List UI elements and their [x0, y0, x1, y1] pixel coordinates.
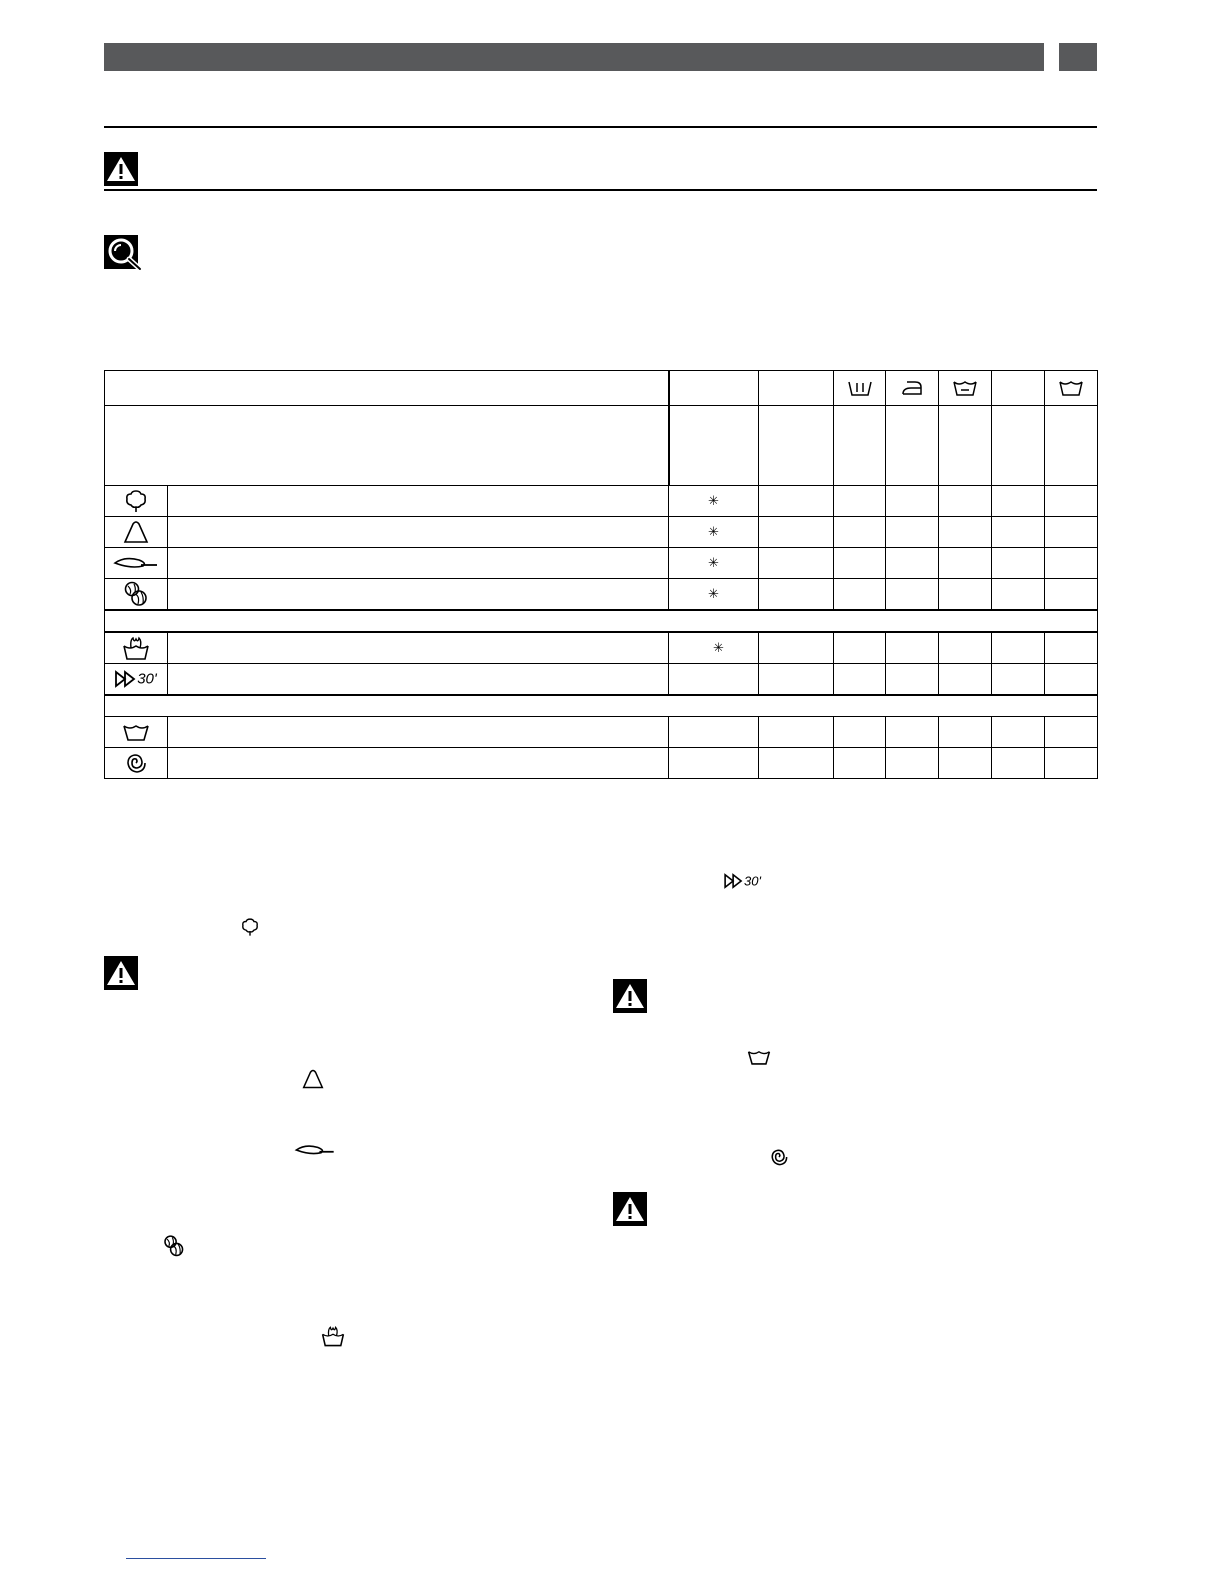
row-star: ✳ [669, 579, 759, 611]
synthetics-icon [122, 519, 150, 545]
warning-icon [613, 979, 647, 1013]
row-star: ✳ [669, 517, 759, 548]
row-icon-cell [105, 486, 168, 517]
stain-tub-icon [952, 379, 978, 397]
row-icon-cell [105, 664, 168, 696]
table-spacer-row [105, 610, 1098, 632]
quick30-inline-label: 30' [744, 873, 761, 889]
warning-icon [104, 956, 138, 990]
header2-cell [886, 406, 939, 486]
header-cell-easy-iron [886, 371, 939, 406]
warning-icon [613, 1192, 647, 1226]
header2-cell-program [105, 406, 669, 486]
page-number-tab [1059, 43, 1097, 71]
wool-icon [122, 580, 150, 608]
row-label [168, 517, 669, 548]
rinse-tub-icon [1058, 379, 1084, 397]
spin-inline-icon [768, 1146, 790, 1168]
row-icon-cell [105, 548, 168, 579]
rinse-icon [121, 722, 151, 742]
table-spacer-row [105, 695, 1098, 717]
row-icon-cell [105, 517, 168, 548]
delicates-icon [113, 554, 159, 572]
header-cell-prewash [834, 371, 886, 406]
header-cell-b [759, 371, 834, 406]
quick30-icon [115, 670, 137, 688]
wool-inline-icon [162, 1234, 186, 1258]
synthetics-inline-icon [301, 1068, 325, 1090]
cotton-icon [122, 488, 150, 514]
row-star: ✳ [669, 548, 759, 579]
row-star [669, 664, 759, 696]
handwash-inline-icon [320, 1324, 346, 1348]
header2-cell [939, 406, 992, 486]
rinse-inline-icon [746, 1048, 772, 1066]
table-row [105, 717, 1098, 748]
header2-cell [1045, 406, 1098, 486]
quick30-inline-icon [724, 873, 744, 889]
row-star [669, 748, 759, 779]
section-rule-top [104, 126, 1097, 128]
table-row [105, 664, 1098, 696]
row-icon-cell [105, 632, 168, 664]
easy-iron-icon [899, 379, 925, 397]
delicates-inline-icon [294, 1142, 336, 1158]
quick30-inline [724, 872, 761, 890]
header2-cell [759, 406, 834, 486]
row-label [168, 579, 669, 611]
header-cell-program [105, 371, 669, 406]
table-row [105, 748, 1098, 779]
row-label [168, 748, 669, 779]
table-row [105, 632, 1098, 664]
header2-cell [669, 406, 759, 486]
header-bar [104, 43, 1044, 71]
header-cell-c [992, 371, 1045, 406]
table-row [105, 486, 1098, 517]
program-table [104, 370, 1098, 779]
row-icon-cell [105, 717, 168, 748]
footer-link-underline[interactable] [126, 1558, 266, 1559]
magnifier-icon [104, 235, 138, 269]
row-star [669, 717, 759, 748]
row-star: ✳ [669, 632, 759, 664]
handwash-icon [121, 635, 151, 661]
header2-cell [834, 406, 886, 486]
row-label [168, 632, 669, 664]
table-row [105, 548, 1098, 579]
header-cell-stain [939, 371, 992, 406]
row-label [168, 486, 669, 517]
header-cell-a [669, 371, 759, 406]
warning-icon [104, 152, 138, 186]
prewash-tub-icon [847, 379, 873, 397]
header2-cell [992, 406, 1045, 486]
row-label [168, 664, 669, 696]
row-label [168, 717, 669, 748]
table-row [105, 517, 1098, 548]
header-cell-rinse [1045, 371, 1098, 406]
quick30-label: 30' [137, 670, 157, 688]
row-star: ✳ [669, 486, 759, 517]
section-rule-bottom [104, 189, 1097, 191]
row-icon-cell [105, 748, 168, 779]
row-icon-cell [105, 579, 168, 611]
spin-icon [123, 750, 149, 776]
table-row [105, 579, 1098, 611]
cotton-inline-icon [239, 916, 261, 938]
row-label [168, 548, 669, 579]
